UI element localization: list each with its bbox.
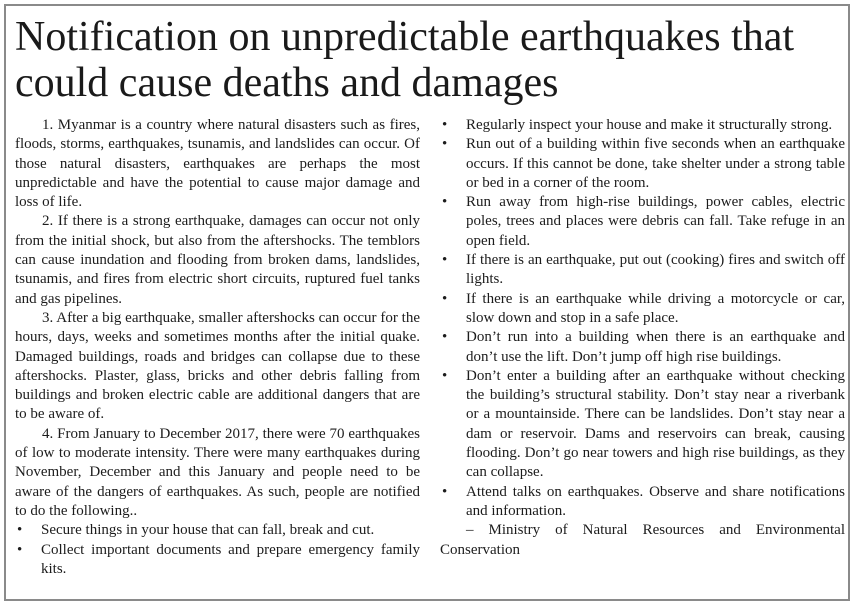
list-item-text: Attend talks on earthquakes. Observe and share notifications and information.: [466, 483, 845, 519]
list-item: [440, 116, 845, 135]
paragraph-1: 1. Myanmar is a country where natural disasters such as fires, floods, storms, earthquakes, tsunamis, and landslides can occur. Of those natural disasters, earthquakes are perhaps the most unpredictable and have the potential to cause major damage and loss of life.: [15, 117, 420, 211]
list-item: [440, 135, 845, 193]
list-item: [15, 541, 420, 580]
advice-list-right: [440, 116, 845, 521]
list-item: [440, 367, 845, 483]
advice-list-left: [15, 521, 420, 579]
list-item-text: Collect important documents and prepare emergency family kits.: [41, 541, 420, 577]
list-item-text: If there is an earthquake, put out (cooking) fires and switch off lights.: [466, 252, 845, 288]
bullet-icon: •: [17, 522, 23, 539]
bullet-icon: •: [442, 136, 448, 153]
right-column: [440, 116, 845, 579]
list-item: [440, 290, 845, 329]
paragraph-2: 2. If there is a strong earthquake, damages can occur not only from the initial shock, but also from the aftershocks. The temblors can cause inundation and flooding from broken dams, landslides, tsunamis, and fires from electric short circuits, ruptured fuel tanks and gas pipelines.: [15, 213, 420, 307]
list-item-text: Run away from high-rise buildings, power cables, electric poles, trees and places were debris can fall. Take refuge in an open field.: [466, 194, 845, 249]
bullet-icon: •: [442, 194, 448, 211]
list-item-text: If there is an earthquake while driving a motorcycle or car, slow down and stop in a safe place.: [466, 290, 845, 326]
signature: – Ministry of Natural Resources and Environmental Conservation: [440, 522, 845, 558]
bullet-icon: •: [442, 290, 448, 307]
list-item: [440, 193, 845, 251]
paragraph-3: 3. After a big earthquake, smaller aftershocks can occur for the hours, days, weeks and sometimes months after the initial quake. Damaged buildings, roads and bridges can collapse due to these aftershocks. Plaster, glass, bricks and other debris falling from buildings and broken electric cable are additional dangers that are to be aware of.: [15, 309, 420, 423]
bullet-icon: •: [442, 329, 448, 346]
list-item: [440, 251, 845, 290]
list-item-text: Secure things in your house that can fall, break and cut.: [41, 522, 375, 539]
list-item-text: Regularly inspect your house and make it structurally strong.: [466, 117, 833, 133]
bullet-icon: •: [442, 483, 448, 500]
bullet-icon: •: [442, 252, 448, 269]
article-headline: Notification on unpredictable earthquakes that could cause deaths and damages: [15, 14, 795, 106]
paragraph-4: 4. From January to December 2017, there were 70 earthquakes of low to moderate intensity. There were many earthquakes during November, December and this January and people need to be aware of the dangers of earthquakes. As such, people are notified to do the following..: [15, 425, 420, 519]
list-item: [440, 328, 845, 367]
list-item: [440, 483, 845, 522]
bullet-icon: •: [442, 117, 448, 133]
list-item-text: Don’t run into a building when there is an earthquake and don’t use the lift. Don’t jump off high rise buildings.: [466, 329, 845, 365]
left-column: [15, 116, 420, 579]
list-item-text: Run out of a building within five seconds when an earthquake occurs. If this cannot be done, take shelter under a strong table or bed in a corner of the room.: [466, 136, 845, 191]
article-frame: [4, 4, 850, 601]
bullet-icon: •: [17, 541, 23, 558]
bullet-icon: •: [442, 367, 448, 384]
list-item-text: Don’t enter a building after an earthquake without checking the building’s structural stability. Don’t stay near a riverbank or a mountainside. There can be landslides. Don’t stay near a dam or reservoir. Dams and reservoirs can break, causing flooding. Don’t go near towers and high rise buildings, as they can collapse.: [466, 367, 845, 481]
article-body: [15, 116, 845, 579]
list-item: [15, 521, 420, 540]
